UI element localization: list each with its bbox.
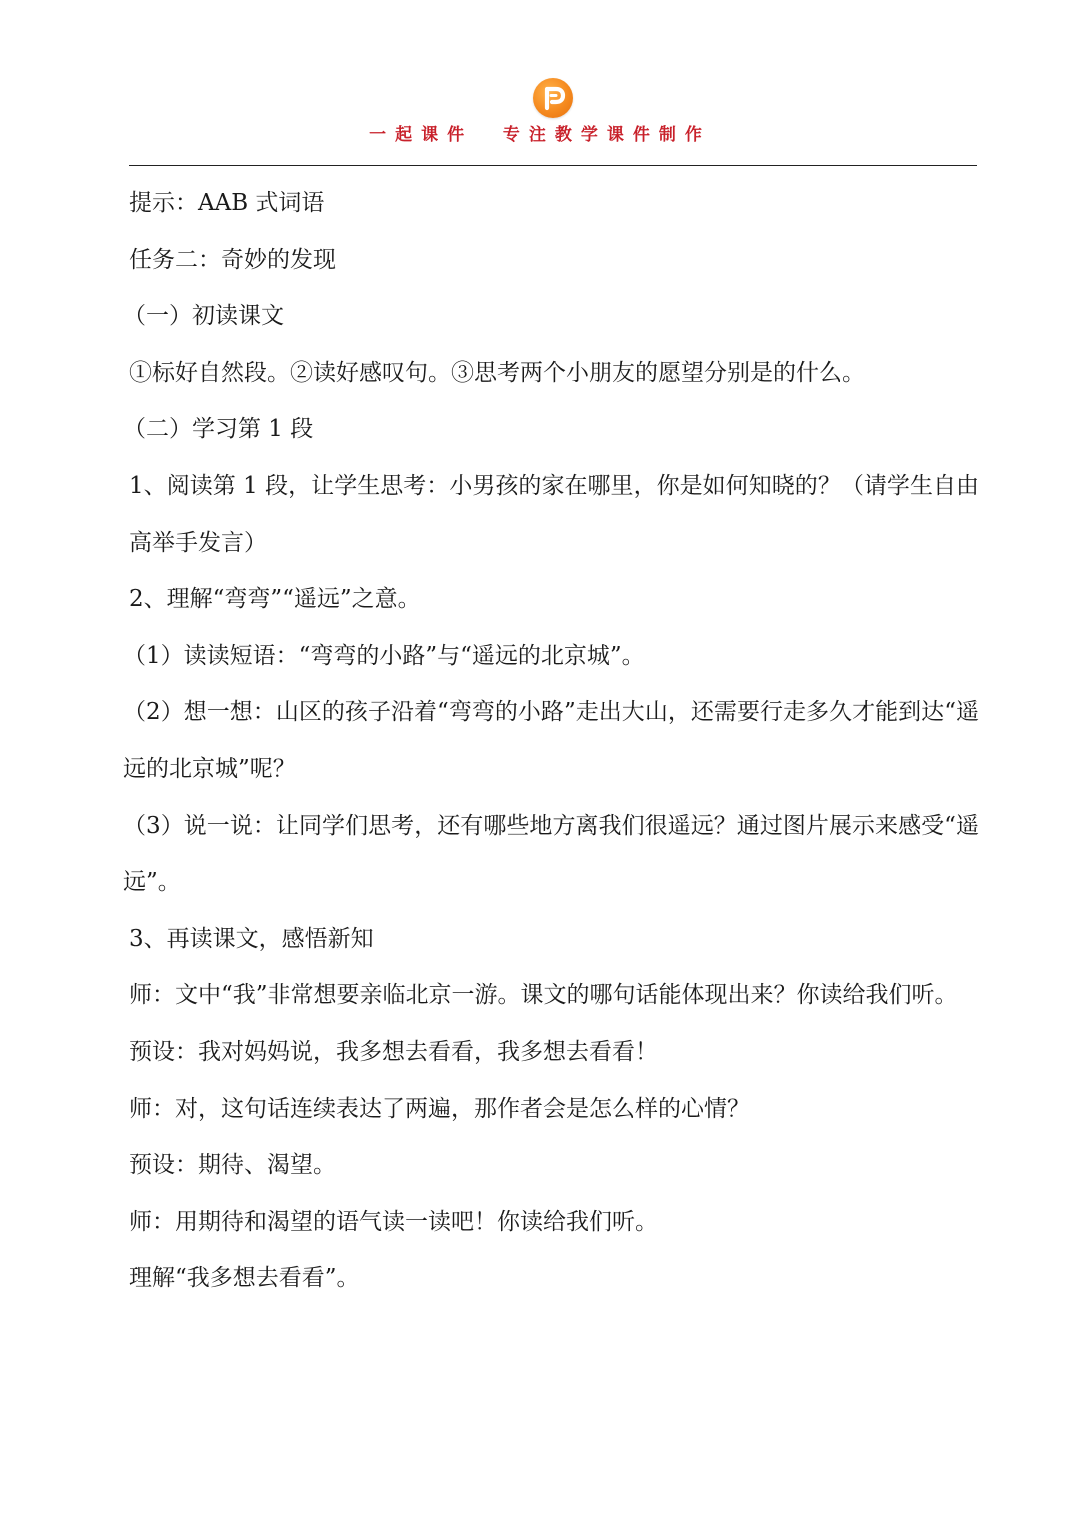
substep-1: （1）读读短语：“弯弯的小路”与“遥远的北京城”。 (123, 642, 645, 669)
reading-steps: ①标好自然段。②读好感叹句。③思考两个小朋友的愿望分别是的什么。 (129, 359, 865, 386)
task-two-heading: 任务二：奇妙的发现 (129, 246, 336, 273)
step-3-heading: 3、再读课文，感悟新知 (129, 925, 374, 952)
preset-answer-2: 预设：期待、渴望。 (129, 1152, 336, 1179)
step-2-heading: 2、理解“弯弯”“遥远”之意。 (129, 586, 421, 613)
header-divider (129, 165, 977, 166)
understanding-line: 理解“我多想去看看”。 (129, 1265, 360, 1292)
substep-2: （2）想一想：山区的孩子沿着“弯弯的小路”走出大山，还需要行走多久才能到达“遥远的北京城”呢？ (123, 699, 979, 782)
page-header (0, 0, 1080, 170)
section-two-heading: （二）学习第 1 段 (123, 416, 314, 443)
brand-slogan: 一起课件 专注教学课件制作 (369, 125, 711, 145)
hint-line: 提示：AAB 式词语 (129, 190, 325, 216)
teacher-line-1: 师：文中“我”非常想要亲临北京一游。课文的哪句话能体现出来？你读给我们听。 (129, 982, 958, 1009)
section-one-heading: （一）初读课文 (123, 303, 284, 330)
substep-3: （3）说一说：让同学们思考，还有哪些地方离我们很遥远？通过图片展示来感受“遥远”。 (123, 812, 979, 896)
p-logo-icon (533, 78, 573, 118)
step-1-paragraph: 1、阅读第 1 段，让学生思考：小男孩的家在哪里，你是如何知晓的？（请学生自由高举手发言） (129, 472, 979, 556)
teacher-line-2: 师：对，这句话连续表达了两遍，那作者会是怎么样的心情？ (129, 1095, 750, 1122)
preset-answer-1: 预设：我对妈妈说，我多想去看看，我多想去看看！ (129, 1038, 658, 1065)
document-body (123, 175, 979, 1307)
teacher-line-3: 师：用期待和渴望的语气读一读吧！你读给我们听。 (129, 1208, 658, 1235)
